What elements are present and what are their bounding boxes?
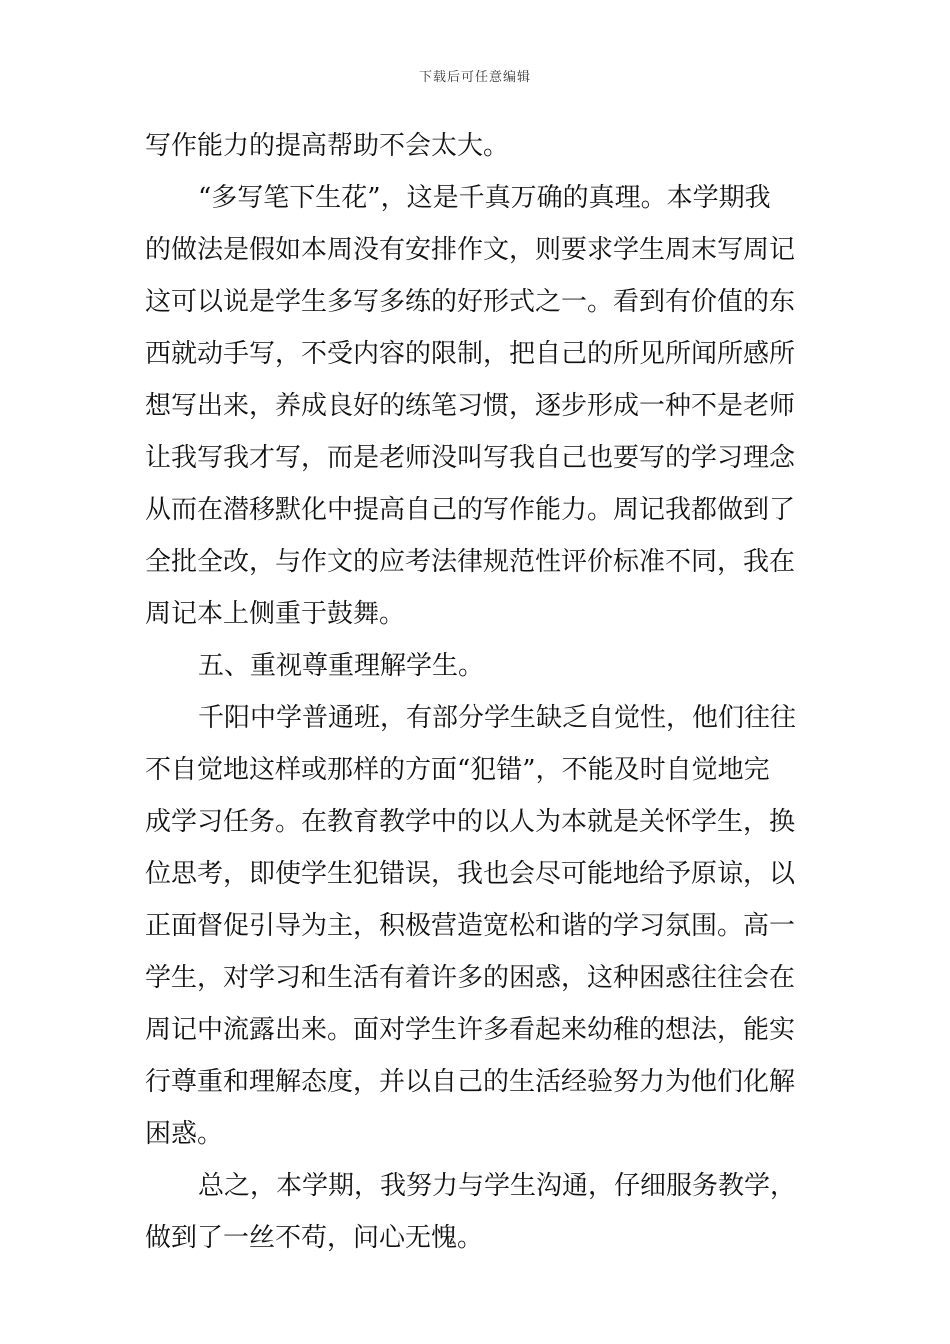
- text-line: 总之，本学期，我努力与学生沟通，仔细服务教学，: [198, 1171, 797, 1201]
- text-line: 西就动手写，不受内容的限制，把自己的所见所闻所感所: [145, 339, 796, 369]
- text-line: 周记本上侧重于鼓舞。: [145, 599, 406, 629]
- text-line: 学生，对学习和生活有着许多的困惑，这种困惑往往会在: [145, 963, 796, 993]
- text-line: 不自觉地这样或那样的方面“犯错”，不能及时自觉地完: [145, 755, 770, 785]
- section-heading: 五、重视尊重理解学生。: [198, 651, 485, 681]
- text-line: 写作能力的提高帮助不会太大。: [145, 131, 510, 161]
- text-line: 让我写我才写，而是老师没叫写我自己也要写的学习理念: [145, 443, 796, 473]
- page-header: 下载后可任意编辑: [418, 70, 531, 85]
- text-line: 做到了一丝不苟，问心无愧。: [145, 1223, 484, 1253]
- text-line: 全批全改，与作文的应考法律规范性评价标准不同，我在: [145, 547, 796, 577]
- text-line: 千阳中学普通班，有部分学生缺乏自觉性，他们往往: [198, 703, 797, 733]
- text-line: 这可以说是学生多写多练的好形式之一。看到有价值的东: [145, 287, 796, 317]
- text-line: “多写笔下生花”，这是千真万确的真理。本学期我: [198, 183, 771, 213]
- text-line: 行尊重和理解态度，并以自己的生活经验努力为他们化解: [145, 1067, 796, 1097]
- text-line: 从而在潜移默化中提高自己的写作能力。周记我都做到了: [145, 495, 796, 525]
- text-line: 成学习任务。在教育教学中的以人为本就是关怀学生，换: [145, 807, 796, 837]
- text-line: 周记中流露出来。面对学生许多看起来幼稚的想法，能实: [145, 1015, 796, 1045]
- text-line: 的做法是假如本周没有安排作文，则要求学生周末写周记: [145, 235, 796, 265]
- text-line: 位思考，即使学生犯错误，我也会尽可能地给予原谅，以: [145, 859, 796, 889]
- text-line: 困惑。: [145, 1119, 224, 1149]
- text-line: 想写出来，养成良好的练笔习惯，逐步形成一种不是老师: [145, 391, 796, 421]
- text-line: 正面督促引导为主，积极营造宽松和谐的学习氛围。高一: [145, 911, 796, 941]
